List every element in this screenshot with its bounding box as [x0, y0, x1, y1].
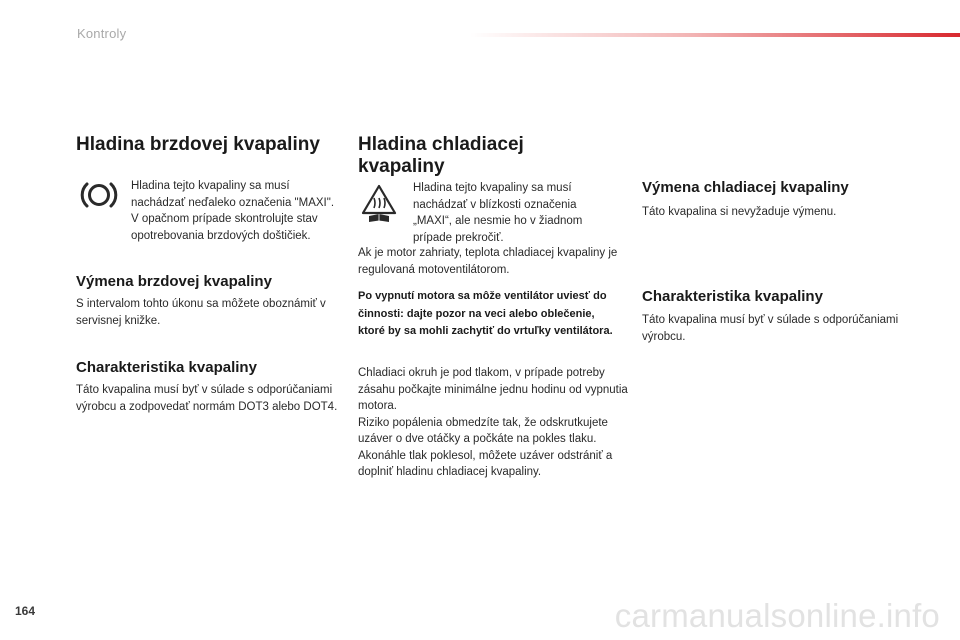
- brake-fluid-spec-title: Charakteristika kvapaliny: [76, 359, 257, 376]
- brake-fluid-spec-text: Táto kvapalina musí byť v súlade s odporúčaniami výrobcu a zodpovedať normám DOT3 alebo DOT4.: [76, 384, 338, 413]
- brake-warning-icon: [79, 180, 119, 210]
- header-accent-bar: [470, 33, 960, 37]
- coolant-burn-risk-paragraph: Riziko popálenia obmedzíte tak, že odskrutkujete uzáver o dve otáčky a počkáte na pokles tlaku. Akonáhle tlak poklesol, môžete uzáver odstrániť a doplniť hladinu chladiacej kvapaliny.: [358, 416, 613, 478]
- brake-fluid-replacement-text: S intervalom tohto úkonu sa môžete oboznámiť v servisnej knižke.: [76, 298, 326, 327]
- coolant-pressure-paragraph: Chladiaci okruh je pod tlakom, v prípade potreby zásahu počkajte minimálne jednu hodinu od vypnutia motora.: [358, 367, 628, 412]
- coolant-pressure-text: [358, 365, 628, 481]
- coolant-fan-warning: Po vypnutí motora sa môže ventilátor uviesť do činnosti: dajte pozor na veci alebo oblečenie, ktoré by sa mohli zachytiť do vrtuľky ventilátora.: [358, 290, 613, 337]
- brake-fluid-title: Hladina brzdovej kvapaliny: [76, 134, 320, 155]
- coolant-spec-text: Táto kvapalina musí byť v súlade s odporúčaniami výrobcu.: [642, 314, 899, 343]
- hot-warning-read-manual-icon: [360, 183, 398, 223]
- coolant-fan-text: Ak je motor zahriaty, teplota chladiacej kvapaliny je regulovaná motoventilátorom.: [358, 247, 618, 276]
- brake-fluid-replacement-title: Výmena brzdovej kvapaliny: [76, 273, 272, 290]
- site-watermark: carmanualsonline.info: [614, 597, 940, 634]
- page-number: 164: [15, 604, 36, 618]
- section-title: Kontroly: [77, 26, 127, 41]
- brake-fluid-level-text: Hladina tejto kvapaliny sa musí nachádzať neďaleko označenia "MAXI". V opačnom prípade skontrolujte stav opotrebovania brzdových doštičiek.: [131, 180, 335, 242]
- coolant-level-text: Hladina tejto kvapaliny sa musí nachádzať v blízkosti označenia „MAXI“, ale nesmie ho v žiadnom prípade prekročiť.: [413, 182, 583, 244]
- coolant-replacement-text: Táto kvapalina si nevyžaduje výmenu.: [642, 206, 837, 218]
- coolant-replacement-title: Výmena chladiacej kvapaliny: [642, 179, 849, 196]
- coolant-level-title: Hladina chladiacej kvapaliny: [358, 134, 524, 177]
- coolant-spec-title: Charakteristika kvapaliny: [642, 288, 823, 305]
